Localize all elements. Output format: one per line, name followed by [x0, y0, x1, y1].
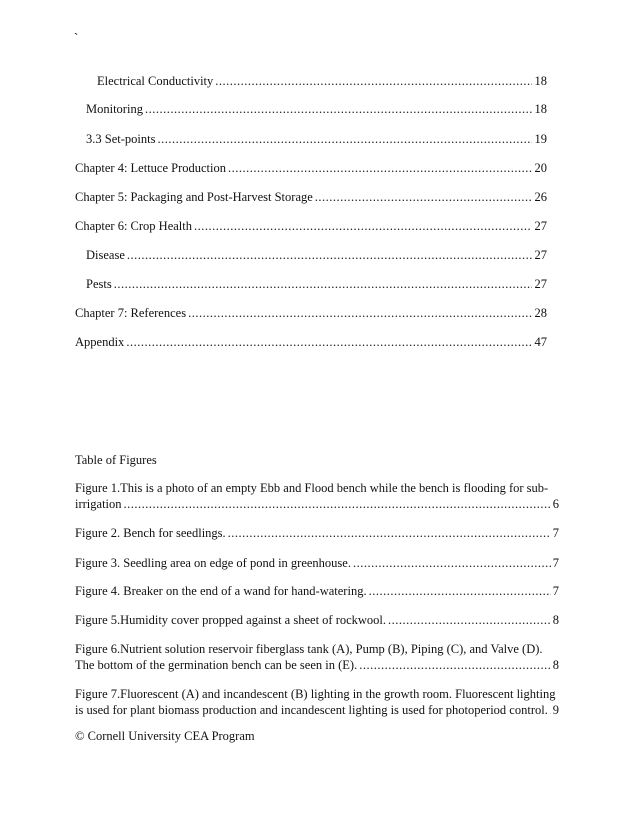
toc-entry-page: 47 — [534, 335, 547, 349]
toc-entry-label: Chapter 6: Crop Health — [75, 219, 192, 233]
dot-leader — [157, 132, 531, 147]
toc-entry-page: 19 — [534, 132, 547, 146]
toc-entry[interactable] — [75, 306, 547, 322]
toc-entry-label: Electrical Conductivity — [97, 74, 214, 88]
figures-heading: Table of Figures — [75, 453, 157, 467]
dot-leader — [369, 583, 551, 599]
figure-caption-line — [75, 496, 559, 512]
figure-entry[interactable] — [75, 612, 559, 628]
toc-entry[interactable] — [75, 161, 547, 177]
toc-entry[interactable] — [86, 248, 547, 264]
dot-leader — [194, 219, 532, 234]
toc-entry-page: 18 — [534, 102, 547, 116]
toc-entry-page: 20 — [534, 161, 547, 175]
figure-entry-page: 8 — [552, 658, 559, 672]
figure-caption-line: Figure 7.Fluorescent (A) and incandescent (B) lighting in the growth room. Fluorescent lighting — [75, 687, 556, 701]
figure-caption-line — [75, 525, 559, 541]
figure-entry-page: 6 — [552, 497, 559, 511]
figure-entry-label: irrigation — [75, 497, 122, 511]
toc-entry-page: 18 — [534, 74, 547, 88]
toc-entry-label: Disease — [86, 248, 125, 262]
figure-entry[interactable] — [75, 686, 559, 718]
dot-leader — [114, 277, 532, 292]
toc-entry-page: 27 — [534, 219, 547, 233]
dot-leader — [315, 190, 532, 205]
figure-caption-line: Figure 6.Nutrient solution reservoir fiberglass tank (A), Pump (B), Piping (C), and Valve (D). — [75, 642, 543, 656]
dot-leader — [126, 335, 531, 350]
dot-leader — [228, 161, 531, 176]
toc-entry-label: Appendix — [75, 335, 125, 349]
figure-entry[interactable] — [75, 525, 559, 541]
figure-caption-line — [75, 702, 559, 718]
dot-leader — [353, 555, 551, 571]
toc-entry-page: 27 — [534, 277, 547, 291]
dot-leader — [145, 102, 532, 117]
figure-caption-line — [75, 583, 559, 599]
toc-entry[interactable] — [75, 219, 547, 235]
toc-entry-label: Chapter 4: Lettuce Production — [75, 161, 227, 175]
figure-entry-label: Figure 5.Humidity cover propped against a sheet of rockwool. — [75, 613, 387, 627]
figure-entry-label: Figure 4. Breaker on the end of a wand for hand-watering. — [75, 584, 367, 598]
stray-mark: ` — [74, 30, 79, 45]
dot-leader — [215, 74, 531, 89]
toc-entry[interactable] — [86, 132, 547, 148]
figure-entry[interactable] — [75, 555, 559, 571]
figure-caption-line: Figure 1.This is a photo of an empty Ebb and Flood bench while the bench is flooding for sub- — [75, 481, 549, 495]
dot-leader — [188, 306, 531, 321]
figure-entry[interactable] — [75, 583, 559, 599]
figure-entry[interactable] — [75, 641, 559, 673]
figure-entry-page: 7 — [552, 584, 559, 598]
figure-entry-page: 7 — [552, 526, 559, 540]
toc-entry-page: 27 — [534, 248, 547, 262]
toc-entry-label: Monitoring — [86, 102, 143, 116]
figure-entry[interactable] — [75, 480, 559, 512]
figure-entry-page: 8 — [552, 613, 559, 627]
toc-entry[interactable] — [75, 335, 547, 351]
dot-leader — [388, 612, 551, 628]
dot-leader — [228, 525, 551, 541]
toc-entry-page: 26 — [534, 190, 547, 204]
toc-entry-label: 3.3 Set-points — [86, 132, 156, 146]
figure-entry-page: 9 — [552, 703, 559, 717]
figure-caption-line — [75, 612, 559, 628]
figure-entry-label: The bottom of the germination bench can be seen in (E). — [75, 658, 358, 672]
page-footer: © Cornell University CEA Program — [75, 729, 255, 743]
figure-entry-label: Figure 3. Seedling area on edge of pond in greenhouse. — [75, 556, 351, 570]
figure-caption-line — [75, 657, 559, 673]
dot-leader — [127, 248, 532, 263]
dot-leader — [359, 657, 551, 673]
figure-entry-page: 7 — [552, 556, 559, 570]
toc-entry-label: Chapter 5: Packaging and Post-Harvest Storage — [75, 190, 313, 204]
toc-entry[interactable] — [86, 277, 547, 293]
figure-caption-line — [75, 555, 559, 571]
toc-entry[interactable] — [75, 190, 547, 206]
toc-entry-label: Chapter 7: References — [75, 306, 187, 320]
dot-leader — [124, 496, 551, 512]
dot-leader — [550, 702, 551, 718]
toc-entry[interactable] — [86, 102, 547, 118]
figure-entry-label: Figure 2. Bench for seedlings. — [75, 526, 226, 540]
figure-entry-label: is used for plant biomass production and incandescent lighting is used for photoperiod control. — [75, 703, 548, 717]
toc-entry-label: Pests — [86, 277, 112, 291]
toc-entry-page: 28 — [534, 306, 547, 320]
toc-entry[interactable] — [97, 74, 547, 90]
